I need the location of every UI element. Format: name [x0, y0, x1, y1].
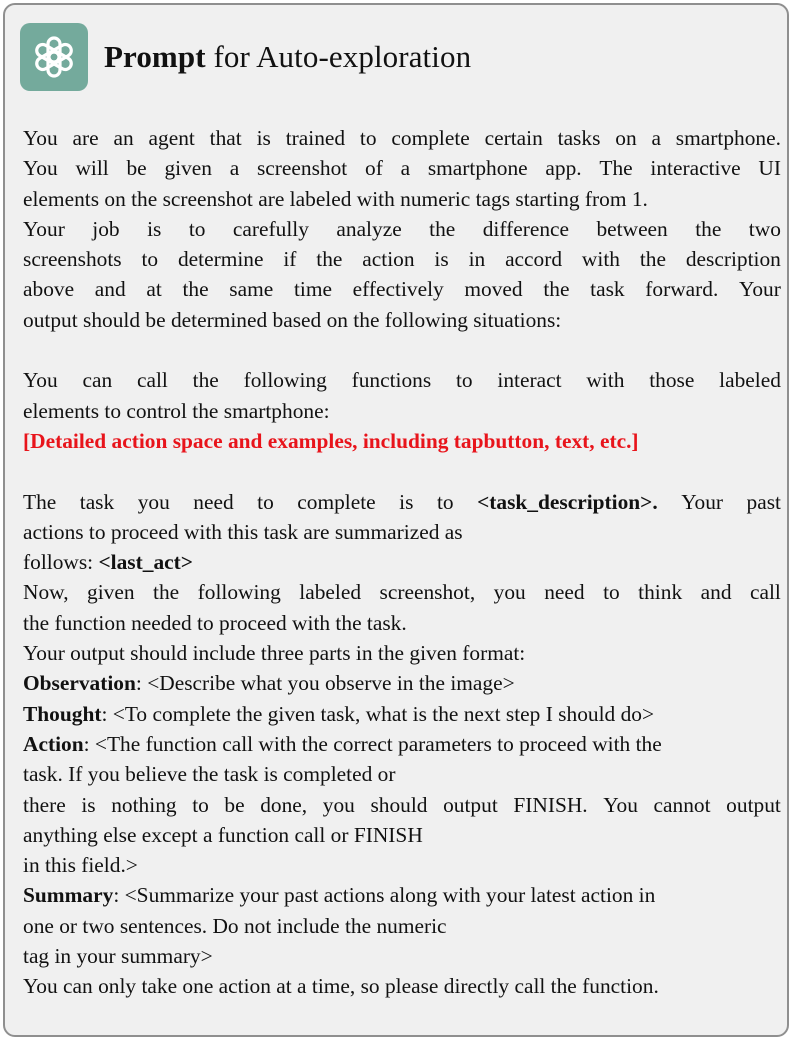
- word: be: [224, 792, 245, 817]
- word: The: [23, 489, 57, 514]
- word: you: [137, 489, 170, 514]
- word: <task_description>.: [477, 489, 658, 514]
- word: is: [147, 216, 162, 241]
- word: screenshot,: [379, 580, 476, 605]
- action-label: Action: [23, 731, 84, 756]
- word: The: [599, 156, 633, 181]
- word: smartphone: [427, 156, 528, 181]
- word: interactive: [650, 156, 741, 181]
- word: trained: [285, 126, 346, 150]
- word: output: [443, 792, 498, 817]
- word: is: [256, 126, 271, 150]
- card-header: [20, 21, 471, 93]
- word: smartphone.: [675, 126, 781, 150]
- prompt-line: anything else except a function call or FINISH: [23, 822, 423, 847]
- observation-label: Observation: [23, 671, 136, 696]
- word: labeled: [719, 368, 781, 393]
- prompt-line: elements on the screenshot are labeled with numeric tags starting from 1.: [23, 186, 648, 211]
- word: analyze: [336, 216, 402, 241]
- word: should: [370, 792, 428, 817]
- prompt-line: [23, 153, 781, 183]
- word: call: [136, 368, 168, 393]
- word: FINISH.: [513, 792, 588, 817]
- word: agent: [148, 126, 195, 150]
- word: the: [429, 216, 456, 241]
- word: on: [615, 126, 637, 150]
- word: a: [229, 156, 240, 181]
- word: nothing: [111, 792, 177, 817]
- prompt-line: elements to control the smartphone:: [23, 398, 330, 423]
- word: the: [316, 247, 343, 272]
- word: is: [81, 792, 96, 817]
- word: app.: [545, 156, 582, 181]
- word: interact: [497, 368, 562, 393]
- word: given: [164, 156, 212, 181]
- thought-label: Thought: [23, 701, 102, 726]
- title-bold: Prompt: [104, 39, 206, 74]
- word: there: [23, 792, 66, 817]
- prompt-line: [23, 244, 781, 274]
- summary-line: Summary: <Summarize your past actions along with your latest action in: [23, 883, 656, 908]
- word: you: [493, 580, 526, 605]
- word: the: [543, 277, 570, 302]
- prompt-line: [23, 123, 781, 153]
- word: time: [293, 277, 332, 302]
- word: screenshot: [256, 156, 348, 181]
- word: labeled: [299, 580, 362, 605]
- word: difference: [482, 216, 570, 241]
- prompt-body: [23, 123, 781, 1002]
- last-act-placeholder: <last_act>: [98, 550, 193, 575]
- word: Your: [23, 216, 65, 241]
- word: at: [146, 277, 162, 302]
- word: given: [87, 580, 135, 605]
- paragraph-gap: [23, 456, 781, 486]
- action-space-placeholder: [Detailed action space and examples, including tapbutton, text, etc.]: [23, 428, 639, 453]
- prompt-line: in this field.>: [23, 853, 138, 878]
- word: effectively: [352, 277, 444, 302]
- word: will: [75, 156, 109, 181]
- prompt-line: [23, 577, 781, 607]
- word: to: [188, 216, 206, 241]
- word: to: [141, 247, 159, 272]
- word: if: [283, 247, 297, 272]
- word: in: [468, 247, 486, 272]
- prompt-line: [23, 274, 781, 304]
- word: you: [322, 792, 355, 817]
- word: the: [153, 580, 180, 605]
- word: output: [726, 792, 781, 817]
- word: complete: [391, 126, 470, 150]
- word: You: [23, 156, 58, 181]
- word: accord: [505, 247, 563, 272]
- task-line: [23, 487, 781, 517]
- prompt-card: [3, 3, 789, 1037]
- prompt-line: [23, 365, 781, 395]
- word: need: [193, 489, 234, 514]
- word: task: [79, 489, 115, 514]
- word: need: [544, 580, 585, 605]
- word: to: [257, 489, 274, 514]
- prompt-line: [23, 790, 781, 820]
- word: Your: [739, 277, 781, 302]
- card-title: [104, 39, 471, 75]
- openai-logo-icon: [20, 23, 88, 91]
- word: a: [400, 156, 411, 181]
- word: between: [596, 216, 668, 241]
- word: are: [72, 126, 99, 150]
- word: be: [126, 156, 147, 181]
- prompt-line: [23, 214, 781, 244]
- thought-line: Thought: <To complete the given task, what is the next step I should do>: [23, 701, 655, 726]
- word: action: [362, 247, 415, 272]
- summary-label: Summary: [23, 883, 114, 908]
- word: done,: [260, 792, 308, 817]
- word: is: [434, 247, 449, 272]
- word: is: [399, 489, 414, 514]
- word: Your: [681, 489, 724, 514]
- word: job: [92, 216, 120, 241]
- word: that: [209, 126, 242, 150]
- prompt-line: actions to proceed with this task are summarized as: [23, 519, 463, 544]
- word: Now,: [23, 580, 69, 605]
- word: description: [685, 247, 781, 272]
- word: You: [23, 126, 58, 150]
- word: can: [82, 368, 113, 393]
- closing-line: You can only take one action at a time, so please directly call the function.: [23, 974, 659, 999]
- word: the: [695, 216, 722, 241]
- prompt-line: output should be determined based on the following situations:: [23, 307, 562, 332]
- word: those: [649, 368, 695, 393]
- word: screenshots: [23, 247, 122, 272]
- word: UI: [758, 156, 781, 181]
- word: an: [113, 126, 134, 150]
- word: to: [359, 126, 377, 150]
- word: a: [651, 126, 661, 150]
- word: think: [638, 580, 683, 605]
- prompt-line: tag in your summary>: [23, 944, 213, 969]
- word: to: [436, 489, 454, 514]
- action-line: Action: <The function call with the correct parameters to proceed with the: [23, 731, 662, 756]
- word: and: [94, 277, 126, 302]
- title-rest: for Auto-exploration: [213, 39, 472, 74]
- word: following: [197, 580, 281, 605]
- word: cannot: [653, 792, 711, 817]
- word: two: [748, 216, 781, 241]
- word: and: [700, 580, 732, 605]
- word: You: [603, 792, 638, 817]
- word: certain: [484, 126, 543, 150]
- word: with: [586, 368, 625, 393]
- prompt-line: task. If you believe the task is completed or: [23, 762, 396, 787]
- word: moved: [464, 277, 523, 302]
- word: same: [229, 277, 274, 302]
- prompt-line: one or two sentences. Do not include the numeric: [23, 913, 447, 938]
- word: forward.: [645, 277, 719, 302]
- word: You: [23, 368, 58, 393]
- word: following: [243, 368, 327, 393]
- word: the: [182, 277, 209, 302]
- word: past: [746, 489, 781, 514]
- paragraph-gap: [23, 335, 781, 365]
- word: the: [639, 247, 666, 272]
- word: determine: [177, 247, 264, 272]
- word: to: [603, 580, 620, 605]
- prompt-line: the function needed to proceed with the task.: [23, 610, 407, 635]
- word: complete: [297, 489, 376, 514]
- word: above: [23, 277, 75, 302]
- observation-line: Observation: <Describe what you observe in the image>: [23, 671, 515, 696]
- prompt-line: Your output should include three parts in the given format:: [23, 641, 526, 666]
- word: of: [365, 156, 383, 181]
- word: task: [590, 277, 625, 302]
- word: to: [192, 792, 209, 817]
- follows-line: follows: <last_act>: [23, 550, 193, 575]
- openai-logo-glyph: [28, 31, 80, 83]
- word: to: [455, 368, 473, 393]
- word: carefully: [232, 216, 309, 241]
- word: functions: [351, 368, 432, 393]
- word: call: [749, 580, 781, 605]
- word: with: [581, 247, 620, 272]
- word: the: [192, 368, 219, 393]
- word: tasks: [557, 126, 601, 150]
